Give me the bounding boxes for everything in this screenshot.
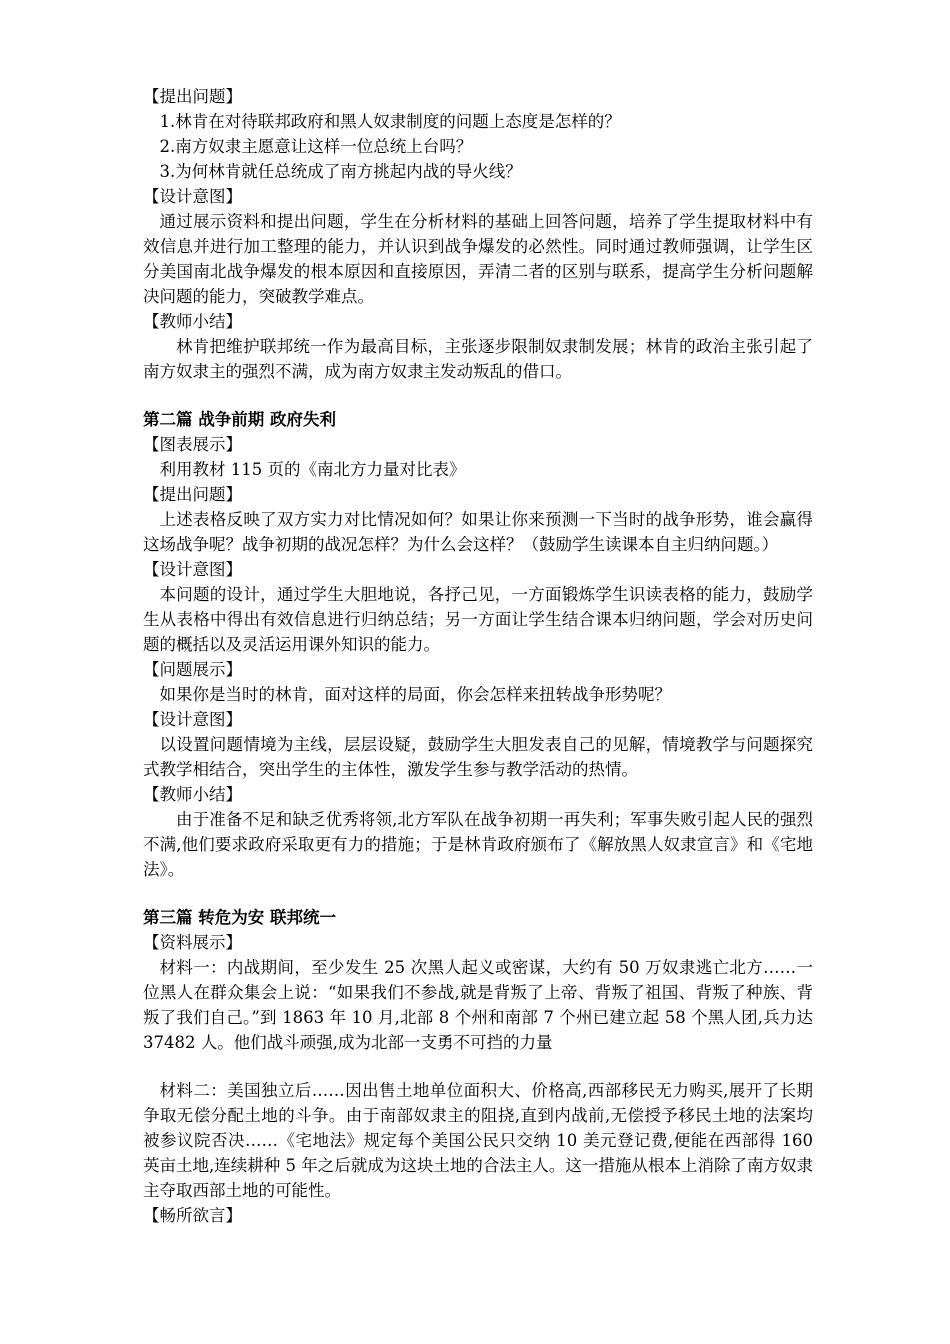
label-raise-question: 【提出问题】 <box>143 87 242 106</box>
label-design-intent: 【设计意图】 <box>143 710 242 729</box>
section-heading-2: 第二篇 战争前期 政府失利 <box>143 410 336 429</box>
question-item-2: 2.南方奴隶主愿意让这样一位总统上台吗？ <box>159 137 473 156</box>
label-material-display: 【资料展示】 <box>143 933 242 952</box>
teacher-summary-paragraph: 林肯把维护联邦统一作为最高目标，主张逐步限制奴隶制发展；林肯的政治主张引起了南方奴隶主的强烈不满，成为南方奴隶主发动叛乱的借口。 <box>143 337 813 381</box>
label-free-discussion: 【畅所欲言】 <box>143 1206 242 1225</box>
chart-display-text: 利用教材 115 页的《南北方力量对比表》 <box>159 460 466 479</box>
section-heading-3: 第三篇 转危为安 联邦统一 <box>143 908 336 927</box>
question-paragraph: 上述表格反映了双方实力对比情况如何？如果让你来预测一下当时的战争形势，谁会赢得这场战争呢？战争初期的战况怎样？为什么会这样？（鼓励学生读课本自主归纳问题。） <box>143 510 813 554</box>
document-body <box>143 84 813 1228</box>
section-gap <box>143 882 813 905</box>
label-design-intent: 【设计意图】 <box>143 187 242 206</box>
design-intent-paragraph: 以设置问题情境为主线，层层设疑，鼓励学生大胆发表自己的见解，情境教学与问题探究式教学相结合，突出学生的主体性，激发学生参与教学活动的热情。 <box>143 735 813 779</box>
problem-display-text: 如果你是当时的林肯，面对这样的局面，你会怎样来扭转战争形势呢？ <box>159 685 671 704</box>
question-item-1: 1.林肯在对待联邦政府和黑人奴隶制度的问题上态度是怎样的？ <box>159 112 621 131</box>
label-chart-display: 【图表展示】 <box>143 435 242 454</box>
label-raise-question: 【提出问题】 <box>143 485 242 504</box>
label-problem-display: 【问题展示】 <box>143 660 242 679</box>
teacher-summary-paragraph: 由于准备不足和缺乏优秀将领,北方军队在战争初期一再失利；军事失败引起人民的强烈不满,他们要求政府采取更有力的措施；于是林肯政府颁布了《解放黑人奴隶宣言》和《宅地法》。 <box>143 810 813 879</box>
label-design-intent: 【设计意图】 <box>143 560 242 579</box>
material-one-paragraph: 材料一：内战期间，至少发生 25 次黑人起义或密谋，大约有 50 万奴隶逃亡北方……一位黑人在群众集会上说：“如果我们不参战,就是背叛了上帝、背叛了祖国、背叛了种族、背叛了我们自己。”到 1863 年 10 月,北部 8 个州和南部 7 个州已建立起 58 个黑人团,兵力达 37482 人。他们战斗顽强,成为北部一支勇不可挡的力量 <box>143 958 813 1052</box>
label-teacher-summary: 【教师小结】 <box>143 312 242 331</box>
section-gap <box>143 384 813 407</box>
material-two-paragraph: 材料二：美国独立后……因出售土地单位面积大、价格高,西部移民无力购买,展开了长期争取无偿分配土地的斗争。由于南部奴隶主的阻挠,直到内战前,无偿授予移民土地的法案均被参议院否决……《宅地法》规定每个美国公民只交纳 10 美元登记费,便能在西部得 160 英亩土地,连续耕种 5 年之后就成为这块土地的合法主人。这一措施从根本上消除了南方奴隶主夺取西部土地的可能性。 <box>143 1081 813 1200</box>
design-intent-paragraph: 通过展示资料和提出问题，学生在分析材料的基础上回答问题，培养了学生提取材料中有效信息并进行加工整理的能力，并认识到战争爆发的必然性。同时通过教师强调，让学生区分美国南北战争爆发的根本原因和直接原因，弄清二者的区别与联系，提高学生分析问题解决问题的能力，突破教学难点。 <box>143 212 813 306</box>
question-item-3: 3.为何林肯就任总统成了南方挑起内战的导火线？ <box>159 162 522 181</box>
design-intent-paragraph: 本问题的设计，通过学生大胆地说，各抒己见，一方面锻炼学生识读表格的能力，鼓励学生从表格中得出有效信息进行归纳总结；另一方面让学生结合课本归纳问题，学会对历史问题的概括以及灵活运用课外知识的能力。 <box>143 585 813 654</box>
label-teacher-summary: 【教师小结】 <box>143 785 242 804</box>
paragraph-gap <box>143 1055 813 1078</box>
